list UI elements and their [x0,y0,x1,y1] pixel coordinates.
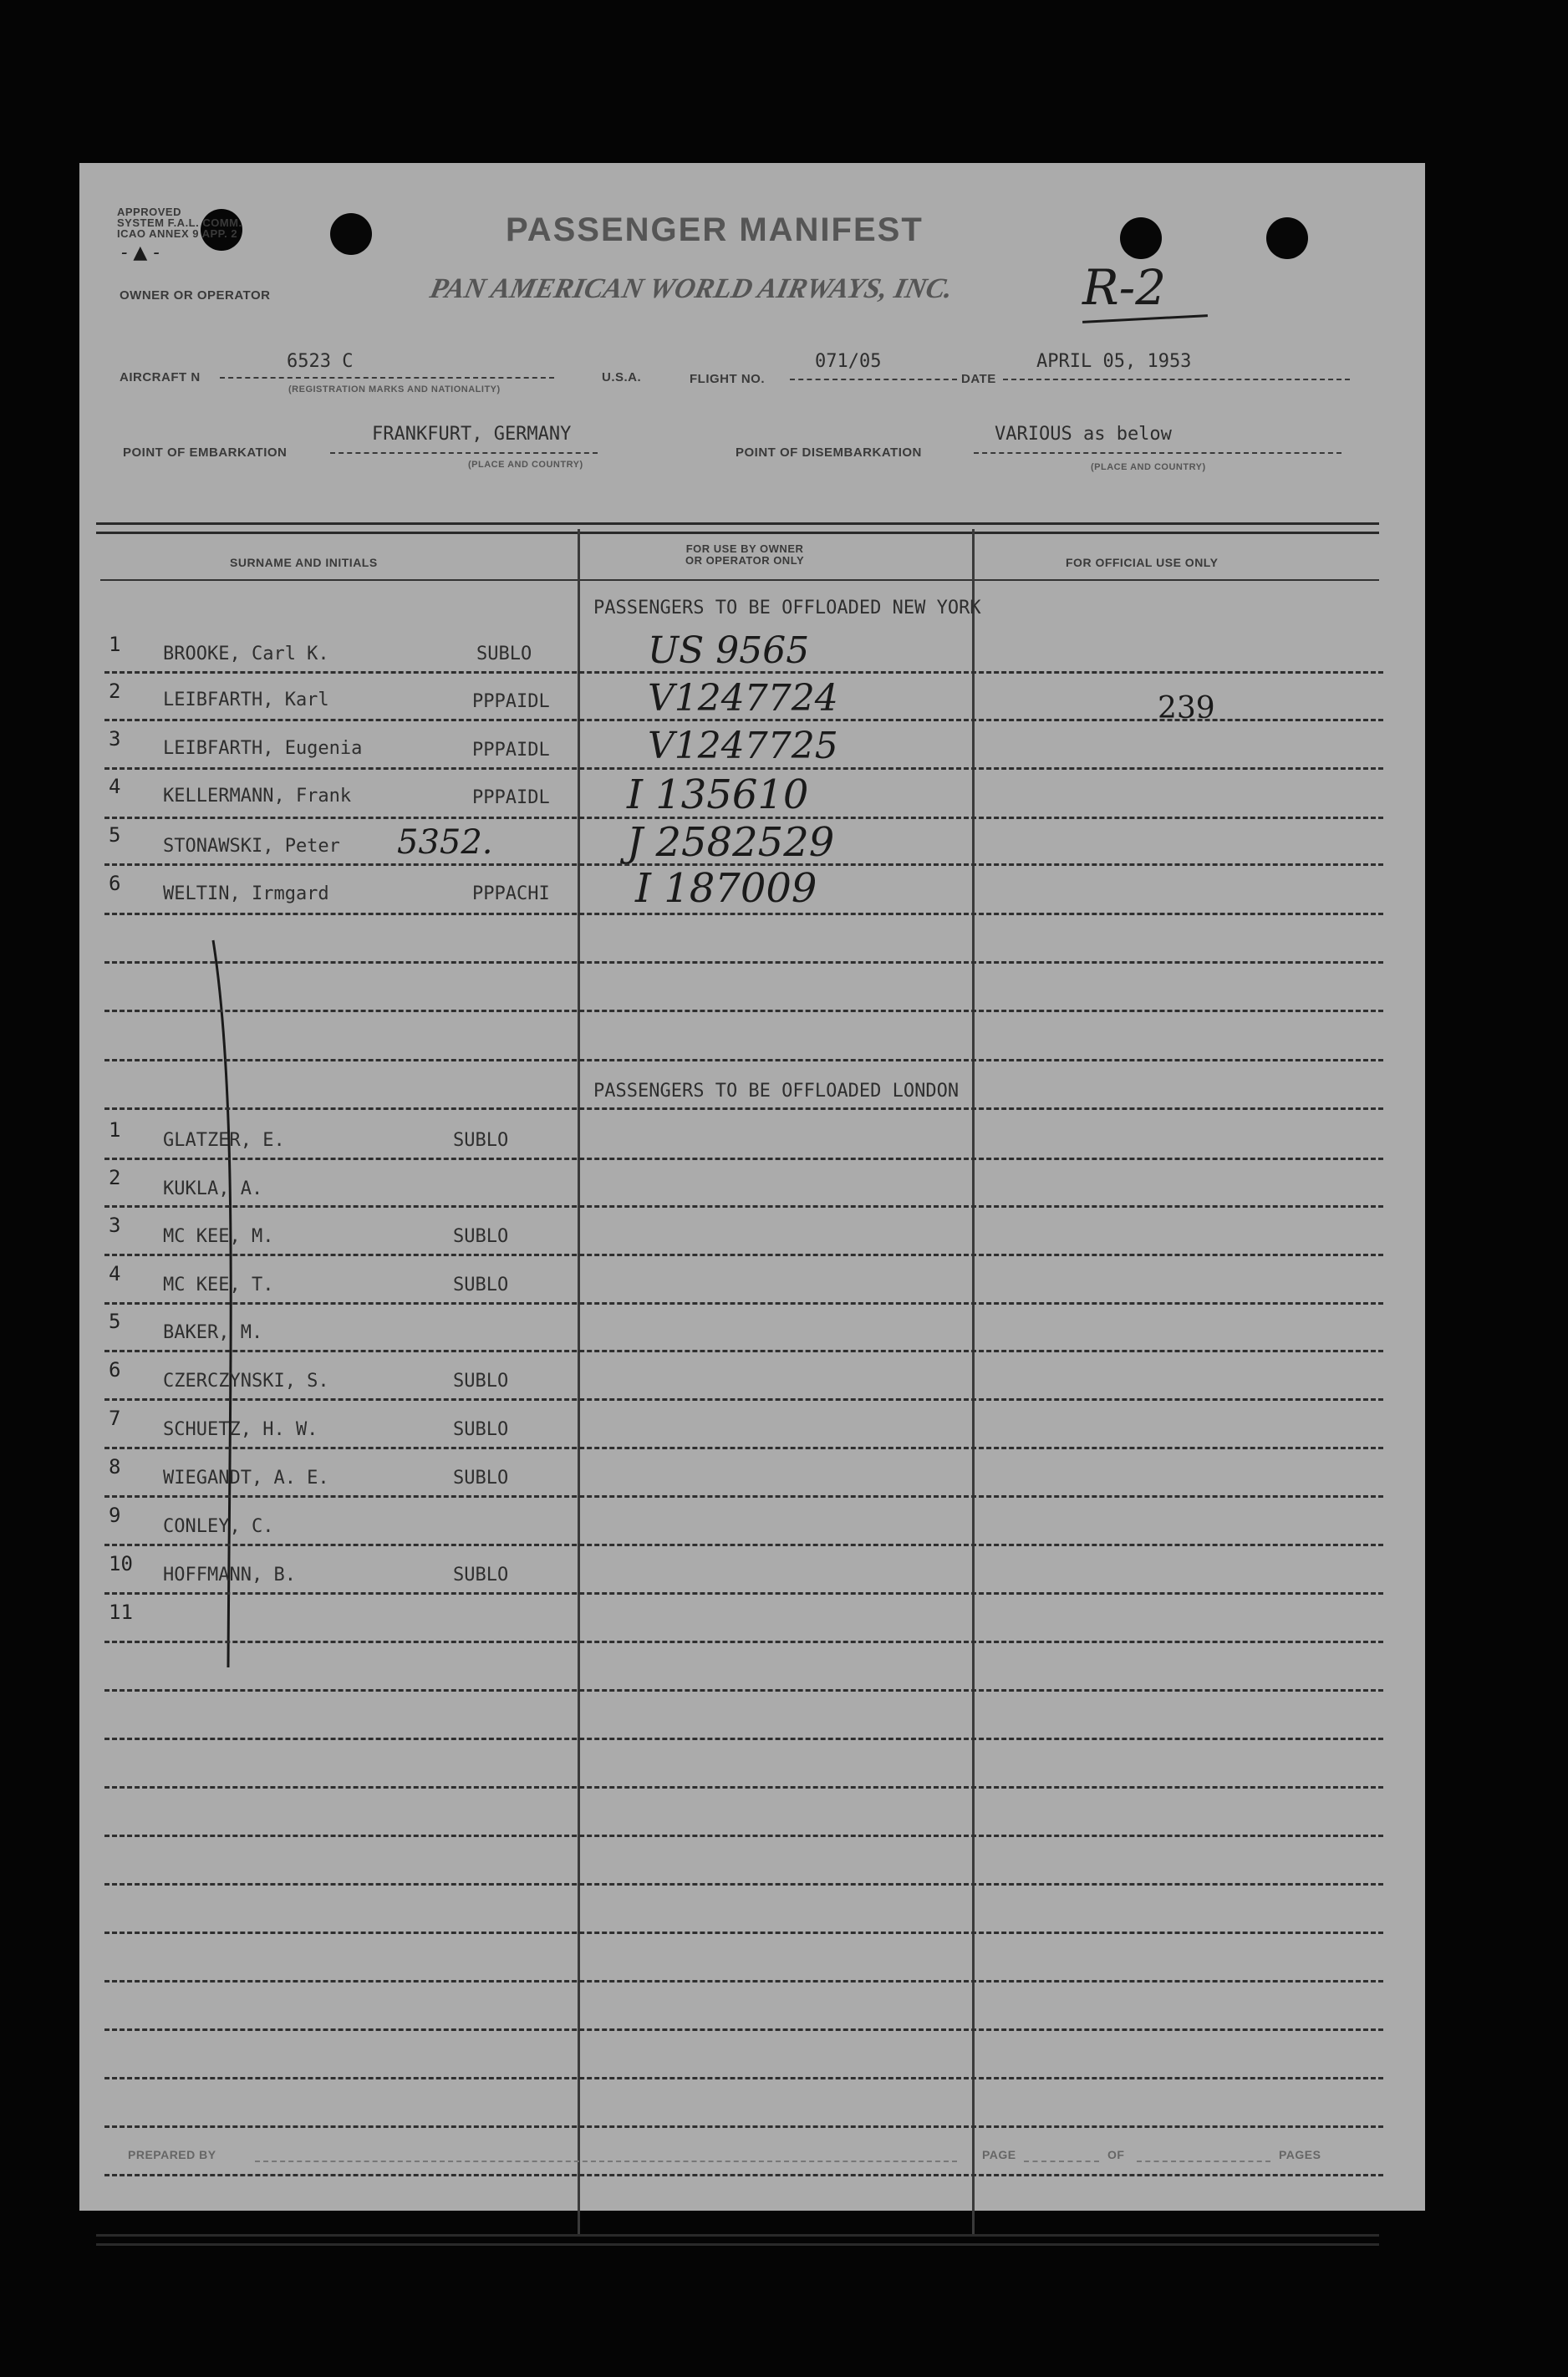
disembark-caption: (PLACE AND COUNTRY) [1091,462,1206,472]
passenger-name: KUKLA, A. [163,1178,263,1199]
passenger-name: BAKER, M. [163,1322,263,1343]
col-surname: SURNAME AND INITIALS [230,556,378,569]
punch-hole [1266,217,1308,259]
passenger-code: SUBLO [453,1468,509,1489]
passenger-name: BROOKE, Carl K. [163,644,329,664]
manifest-sheet: APPROVED SYSTEM F.A.L. COMM. ICAO ANNEX 9 APP. 2 - ▲ - PASSENGER MANIFEST OWNER OR OPERATOR PAN AMERICAN WORLD AIRWAYS, INC. R-2 AIRCRAFT N 6523 C (REGISTRATION MARKS AND NATIONALITY) U.S.A. FLIGHT NO. 071/05 DATE APRIL 05, 1953 POINT OF EMBARKATION FRANKFURT, GERMANY (PLACE AND COUNTRY) POINT OF DISEMBARKATION VARIOUS as below (PLACE AND COUNTRY) SURNAME AND INITIALS FOR USE BY OWNER OR OPERATOR ONLY FOR OFFICIAL USE ONLY PASSENGERS TO BE OFFLOADED NEW YORK 1 BROOKE, Carl K. SUBLO US 9565 2 LEIBFARTH, Karl PPPAIDL V1247724 239 3 LEIBFARTH, Eugenia PPPAIDL V1247725 4 KELLERMANN, Frank PPPAIDL I 135610 5 STONAWSKI, Peter 5352. J 2582529 6 WELTIN, Irmgard PPPACHI I 187009 PASSENGERS TO BE OFFLOADED LONDON 1 GLATZER, E. SUBLO 2 KUKLA, A. 3 MC KEE, M. SUBLO 4 MC KEE, T. SUBLO 5 BAKER, M. 6 CZERCZYNSKI, S. SUBLO 7 SCHUETZ, H. W. SUBLO 8 WIEGANDT, A. E. SUBLO 9 CONLEY, C. 10 HOFFMANN, B. SUBLO 11 PREPARED BY PAGE OF PAGES [79,163,1425,2211]
passenger-code: PPPAIDL [472,787,550,808]
section-heading-london: PASSENGERS TO BE OFFLOADED LONDON [593,1081,960,1102]
registration-caption: (REGISTRATION MARKS AND NATIONALITY) [288,384,501,394]
punch-hole [1120,217,1162,259]
passenger-name: WELTIN, Irmgard [163,883,329,904]
handwritten-note: 5352. [397,823,493,862]
col-official: FOR OFFICIAL USE ONLY [1066,556,1219,569]
handwritten-number: I 135610 [627,771,809,818]
reference-mark: R-2 [1082,259,1167,316]
passenger-code: SUBLO [453,1130,509,1151]
passenger-code: SUBLO [453,1371,509,1392]
approval-icao: ICAO ANNEX 9 APP. 2 [117,227,238,240]
passenger-name: GLATZER, E. [163,1130,285,1151]
approval-system: SYSTEM F.A.L. COMM. [117,216,242,229]
passenger-name: SCHUETZ, H. W. [163,1419,318,1440]
page-label: PAGE [982,2148,1016,2161]
table-top-rule [96,522,1379,534]
flight-value: 071/05 [815,351,882,372]
page-title: PASSENGER MANIFEST [506,211,924,248]
handwritten-number: V1247725 [648,725,838,767]
aircraft-label: AIRCRAFT N [120,370,201,384]
passenger-name: LEIBFARTH, Karl [163,690,329,710]
passenger-name: CONLEY, C. [163,1516,274,1537]
passenger-name: WIEGANDT, A. E. [163,1468,329,1489]
handwritten-number: US 9565 [648,629,810,672]
approval-block [117,206,242,239]
passenger-name: HOFFMANN, B. [163,1565,296,1586]
passenger-code: SUBLO [476,644,532,664]
passenger-code: SUBLO [453,1275,509,1295]
handwritten-number: J 2582529 [627,819,835,866]
passenger-name: MC KEE, M. [163,1226,274,1247]
handwritten-number: I 187009 [635,865,817,912]
disembark-label: POINT OF DISEMBARKATION [736,445,922,460]
disembark-value: VARIOUS as below [995,424,1172,445]
operator-name: PAN AMERICAN WORLD AIRWAYS, INC. [427,273,956,304]
passenger-name: CZERCZYNSKI, S. [163,1371,329,1392]
passenger-name: MC KEE, T. [163,1275,274,1295]
passenger-code: SUBLO [453,1565,509,1586]
col-owner-use: FOR USE BY OWNER OR OPERATOR ONLY [685,542,805,567]
passenger-code: PPPACHI [472,883,550,904]
passenger-code: PPPAIDL [472,740,550,761]
approval-label: APPROVED [117,206,181,218]
embark-value: FRANKFURT, GERMANY [372,424,572,445]
flight-label: FLIGHT NO. [690,372,765,386]
passenger-name: LEIBFARTH, Eugenia [163,738,363,759]
handwritten-number: V1247724 [648,677,838,720]
punch-hole [330,213,372,255]
embark-caption: (PLACE AND COUNTRY) [468,460,583,470]
passenger-code: PPPAIDL [472,691,550,712]
section-heading-new-york: PASSENGERS TO BE OFFLOADED NEW YORK [593,598,981,618]
date-value: APRIL 05, 1953 [1036,351,1192,372]
pages-label: PAGES [1279,2148,1321,2161]
date-label: DATE [961,372,996,386]
embark-label: POINT OF EMBARKATION [123,445,288,460]
scribble-mark: - ▲ - [121,242,160,263]
country-label: U.S.A. [602,370,642,384]
passenger-code: SUBLO [453,1419,509,1440]
of-label: OF [1107,2148,1125,2161]
official-number: 239 [1158,691,1215,725]
aircraft-value: 6523 C [287,351,354,372]
passenger-name: STONAWSKI, Peter [163,836,340,857]
operator-label: OWNER OR OPERATOR [120,288,271,303]
prepared-by-label: PREPARED BY [128,2148,216,2161]
passenger-code: SUBLO [453,1226,509,1247]
table-bottom-rule [96,2234,1379,2246]
passenger-name: KELLERMANN, Frank [163,786,352,807]
